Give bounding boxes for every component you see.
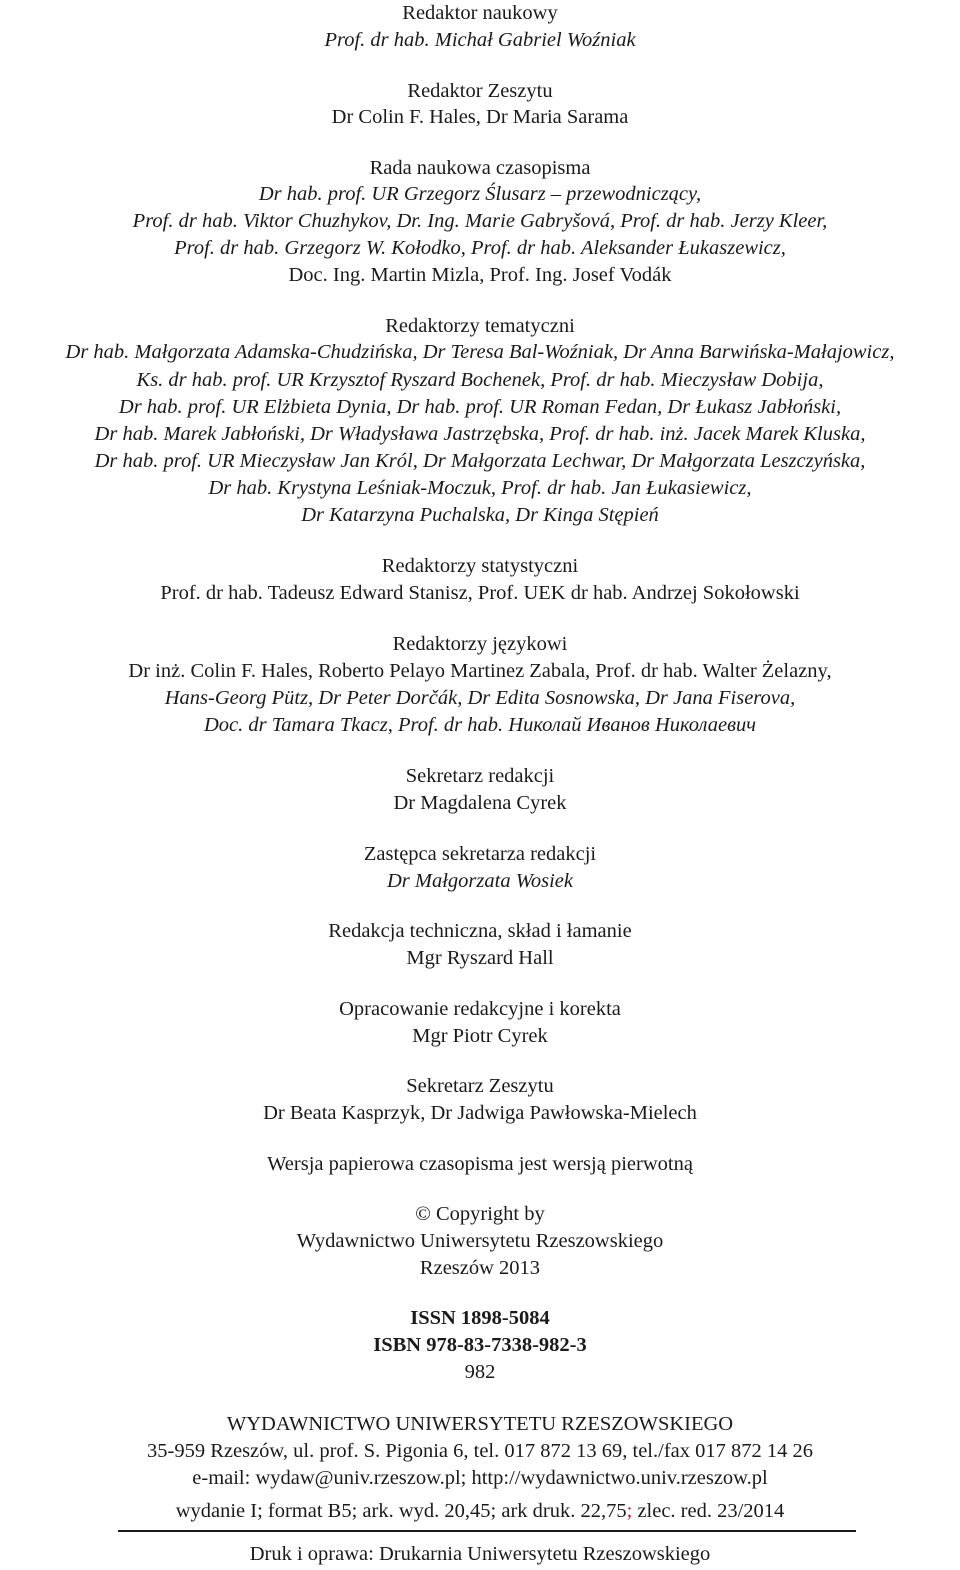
deputy-secretary-name: Dr Małgorzata Wosiek <box>386 870 574 892</box>
copyright-publisher: Wydawnictwo Uniwersytetu Rzeszowskiego <box>296 1230 664 1252</box>
thematic-editors-line: Dr hab. Marek Jabłoński, Dr Władysława Jastrzębska, Prof. dr hab. inż. Jacek Marek Kluska, <box>94 423 866 445</box>
language-editors-line: Dr inż. Colin F. Hales, Roberto Pelayo Martinez Zabala, Prof. dr hab. Walter Żelazny, <box>128 660 832 682</box>
language-editors-heading: Redaktorzy językowi <box>392 633 568 655</box>
issn: ISSN 1898-5084 <box>410 1307 550 1329</box>
edition-details <box>0 1498 960 1525</box>
thematic-editors-line: Dr hab. Małgorzata Adamska-Chudzińska, Dr Teresa Bal-Woźniak, Dr Anna Barwińska-Małajowicz, <box>65 341 895 363</box>
statistical-editors-names: Prof. dr hab. Tadeusz Edward Stanisz, Prof. UEK dr hab. Andrzej Sokołowski <box>160 582 800 604</box>
issue-secretary-heading: Sekretarz Zeszytu <box>406 1075 554 1097</box>
editor-name: Prof. dr hab. Michał Gabriel Woźniak <box>324 29 636 51</box>
editor-heading: Redaktor naukowy <box>402 2 558 24</box>
version-note: Wersja papierowa czasopisma jest wersją pierwotną <box>267 1153 693 1175</box>
publisher-address: 35-959 Rzeszów, ul. prof. S. Pigonia 6, tel. 017 872 13 69, tel./fax 017 872 14 26 <box>147 1440 813 1462</box>
issue-secretary-name: Dr Beata Kasprzyk, Dr Jadwiga Pawłowska-Mielech <box>263 1102 697 1124</box>
edition-main: wydanie I; format B5; ark. wyd. 20,45; ark druk. 22,75 <box>175 1500 627 1522</box>
thematic-editors-line: Dr hab. prof. UR Mieczysław Jan Król, Dr Małgorzata Lechwar, Dr Małgorzata Leszczyńska, <box>94 450 866 472</box>
edition-semicolon: ; <box>626 1500 633 1522</box>
scientific-board-heading: Rada naukowa czasopisma <box>369 157 591 179</box>
thematic-editors-heading: Redaktorzy tematyczni <box>385 315 575 337</box>
thematic-editors-line: Dr Katarzyna Puchalska, Dr Kinga Stępień <box>301 504 659 526</box>
scientific-board-line: Prof. dr hab. Viktor Chuzhykov, Dr. Ing. Marie Gabryšová, Prof. dr hab. Jerzy Kleer, <box>132 210 828 232</box>
printing-info: Druk i oprawa: Drukarnia Uniwersytetu Rzeszowskiego <box>249 1543 711 1565</box>
copyright-place-year: Rzeszów 2013 <box>419 1257 541 1279</box>
thematic-editors-line: Ks. dr hab. prof. UR Krzysztof Ryszard Bochenek, Prof. dr hab. Mieczysław Dobija, <box>136 369 824 391</box>
statistical-editors-heading: Redaktorzy statystyczni <box>381 555 579 577</box>
secretary-heading: Sekretarz redakcji <box>405 765 555 787</box>
publisher-contact: e-mail: wydaw@univ.rzeszow.pl; http://wydawnictwo.univ.rzeszow.pl <box>192 1467 768 1489</box>
secretary-name: Dr Magdalena Cyrek <box>393 792 567 814</box>
scientific-board-line: Prof. dr hab. Grzegorz W. Kołodko, Prof. dr hab. Aleksander Łukaszewicz, <box>174 237 786 259</box>
divider-line <box>118 1530 856 1532</box>
scientific-board-line: Doc. Ing. Martin Mizla, Prof. Ing. Josef Vodák <box>288 264 672 286</box>
scientific-board-line: Dr hab. prof. UR Grzegorz Ślusarz – przewodniczący, <box>258 183 702 205</box>
publication-number: 982 <box>464 1361 496 1383</box>
proofreading-heading: Opracowanie redakcyjne i korekta <box>339 998 621 1020</box>
thematic-editors-line: Dr hab. prof. UR Elżbieta Dynia, Dr hab. prof. UR Roman Fedan, Dr Łukasz Jabłoński, <box>118 396 842 418</box>
publisher-name: WYDAWNICTWO UNIWERSYTETU RZESZOWSKIEGO <box>226 1413 734 1435</box>
language-editors-line: Hans-Georg Pütz, Dr Peter Dorčák, Dr Edita Sosnowska, Dr Jana Fiserova, <box>164 687 796 709</box>
isbn: ISBN 978-83-7338-982-3 <box>373 1334 587 1356</box>
proofreading-name: Mgr Piotr Cyrek <box>412 1025 548 1047</box>
thematic-editors-line: Dr hab. Krystyna Leśniak-Moczuk, Prof. dr hab. Jan Łukasiewicz, <box>208 477 752 499</box>
issue-editor-heading: Redaktor Zeszytu <box>407 80 553 102</box>
technical-name: Mgr Ryszard Hall <box>406 947 554 969</box>
edition-tail: zlec. red. 23/2014 <box>632 1500 785 1522</box>
copyright-line: © Copyright by <box>415 1203 545 1225</box>
deputy-secretary-heading: Zastępca sekretarza redakcji <box>363 843 597 865</box>
issue-editor-names: Dr Colin F. Hales, Dr Maria Sarama <box>331 106 629 128</box>
technical-heading: Redakcja techniczna, skład i łamanie <box>328 920 632 942</box>
language-editors-line: Doc. dr Tamara Tkacz, Prof. dr hab. Николай Иванов Николаевич <box>203 714 757 736</box>
